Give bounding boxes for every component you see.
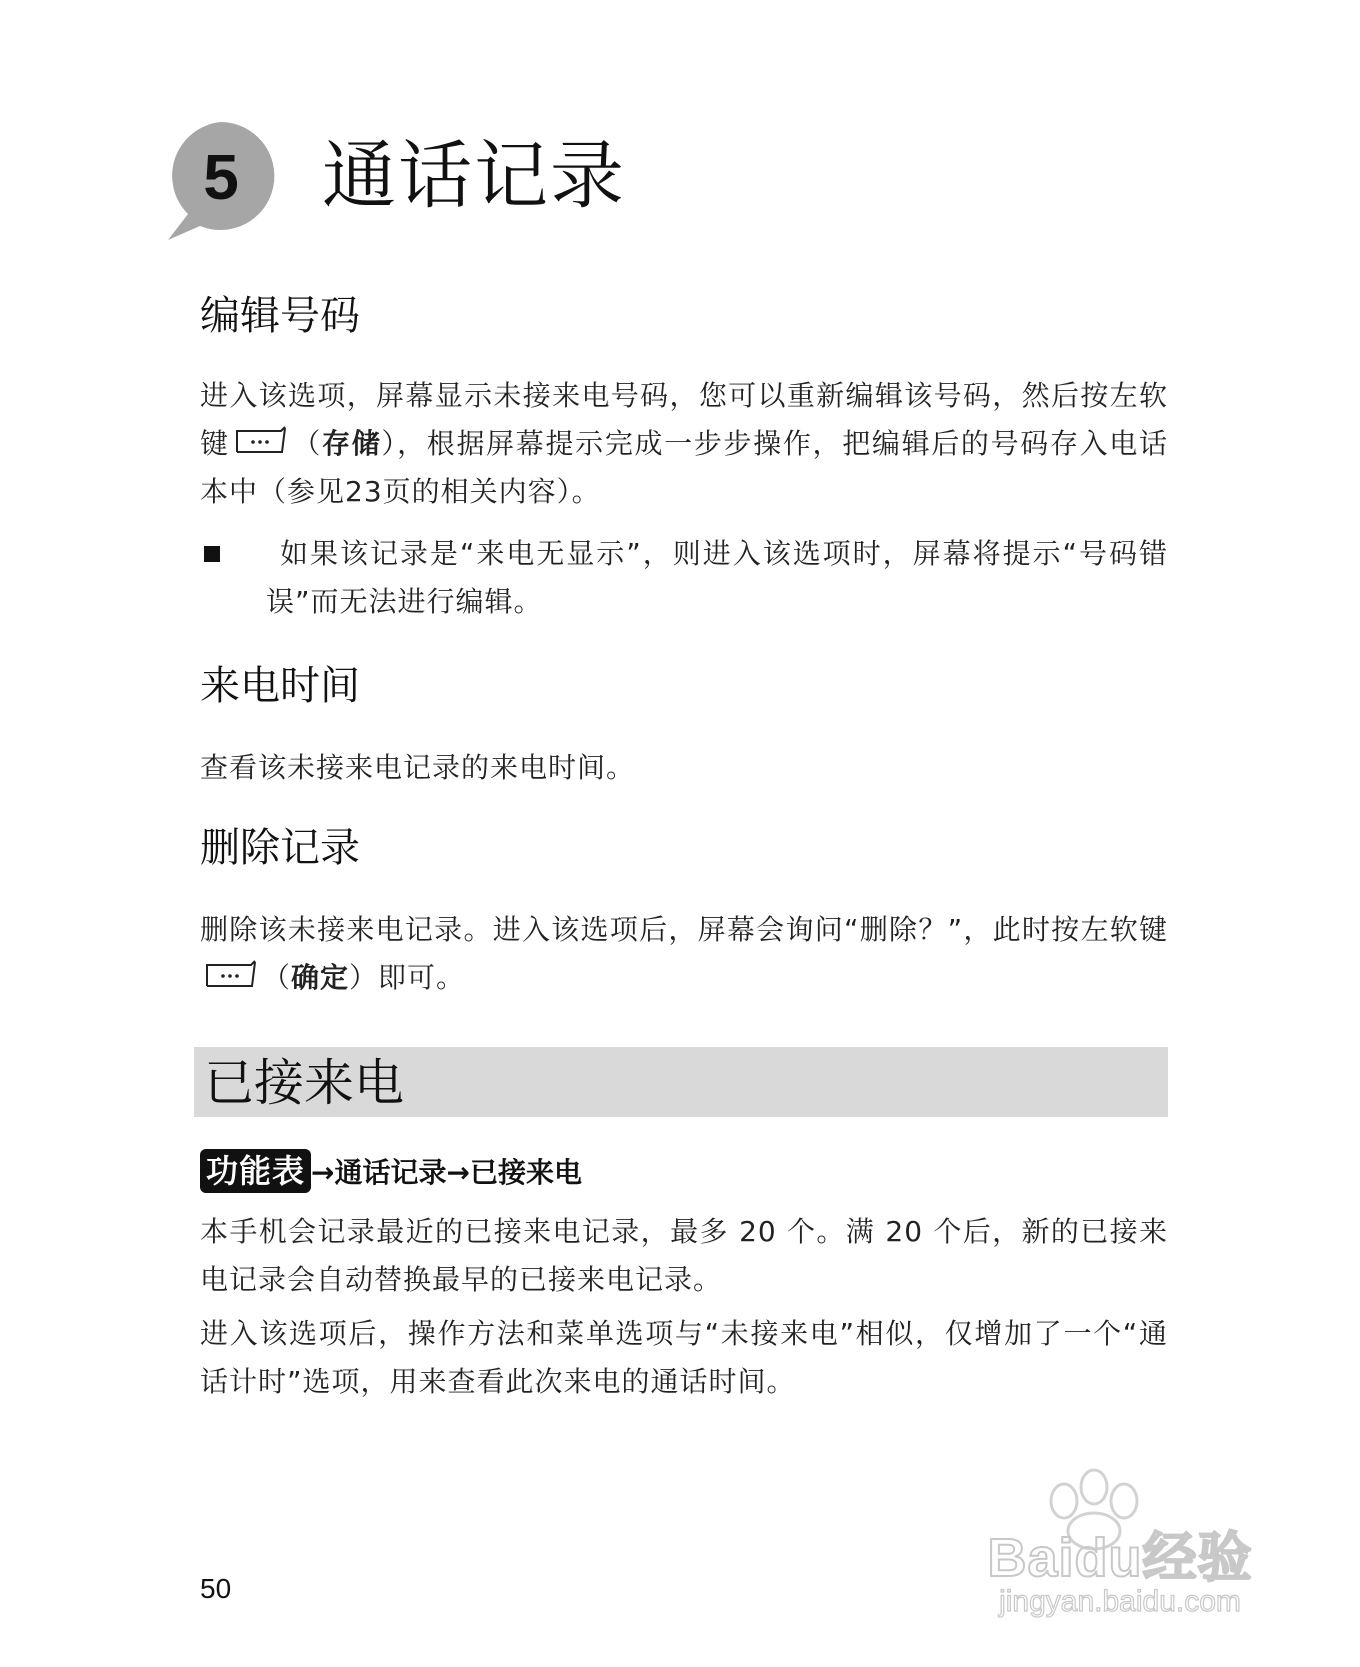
page-number: 50 xyxy=(200,1573,232,1604)
menu-path-text: →通话记录→已接来电 xyxy=(311,1156,582,1189)
bullet-square-icon xyxy=(204,546,220,562)
banner-title: 已接来电 xyxy=(204,1054,404,1112)
section-paragraph-delete-record: 删除该未接来电记录。进入该选项后，屏幕会询问“删除？”，此时按左软键（确定）即可。 xyxy=(200,913,1168,994)
chapter-title: 通话记录 xyxy=(322,133,626,219)
section-paragraph-call-time: 查看该未接来电记录的来电时间。 xyxy=(200,751,636,784)
section-heading-edit-number: 编辑号码 xyxy=(200,293,360,339)
section-heading-call-time: 来电时间 xyxy=(200,663,360,709)
note-text: 如果该记录是“来电无显示”，则进入该选项时，屏幕将提示“号码错误”而无法进行编辑。 xyxy=(266,537,1168,618)
menu-badge: 功能表 xyxy=(200,1149,311,1193)
section-paragraph-edit-number: 进入该选项，屏幕显示未接来电号码，您可以重新编辑该号码，然后按左软键 （存储），根据屏幕提示完成一步步操作，把编辑后的号码存入电话本中（参见23页的相关内容）。 xyxy=(200,379,1168,508)
received-paragraph-2: 进入该选项后，操作方法和菜单选项与“未接来电”相似，仅增加了一个“通话计时”选项，用来查看此次来电的通话时间。 xyxy=(200,1317,1168,1398)
left-softkey-icon xyxy=(204,959,258,991)
watermark-main-text: Baidu经验 xyxy=(987,1528,1253,1588)
menu-path xyxy=(200,1148,582,1194)
watermark-sub-text: jingyan.baidu.com xyxy=(999,1585,1241,1618)
chapter-number: 5 xyxy=(203,141,239,213)
section-heading-delete-record: 删除记录 xyxy=(200,825,360,871)
left-softkey-icon xyxy=(234,425,288,457)
received-paragraph-1: 本手机会记录最近的已接来电记录，最多 20 个。满 20 个后，新的已接来电记录会自动替换最早的已接来电记录。 xyxy=(200,1215,1168,1296)
